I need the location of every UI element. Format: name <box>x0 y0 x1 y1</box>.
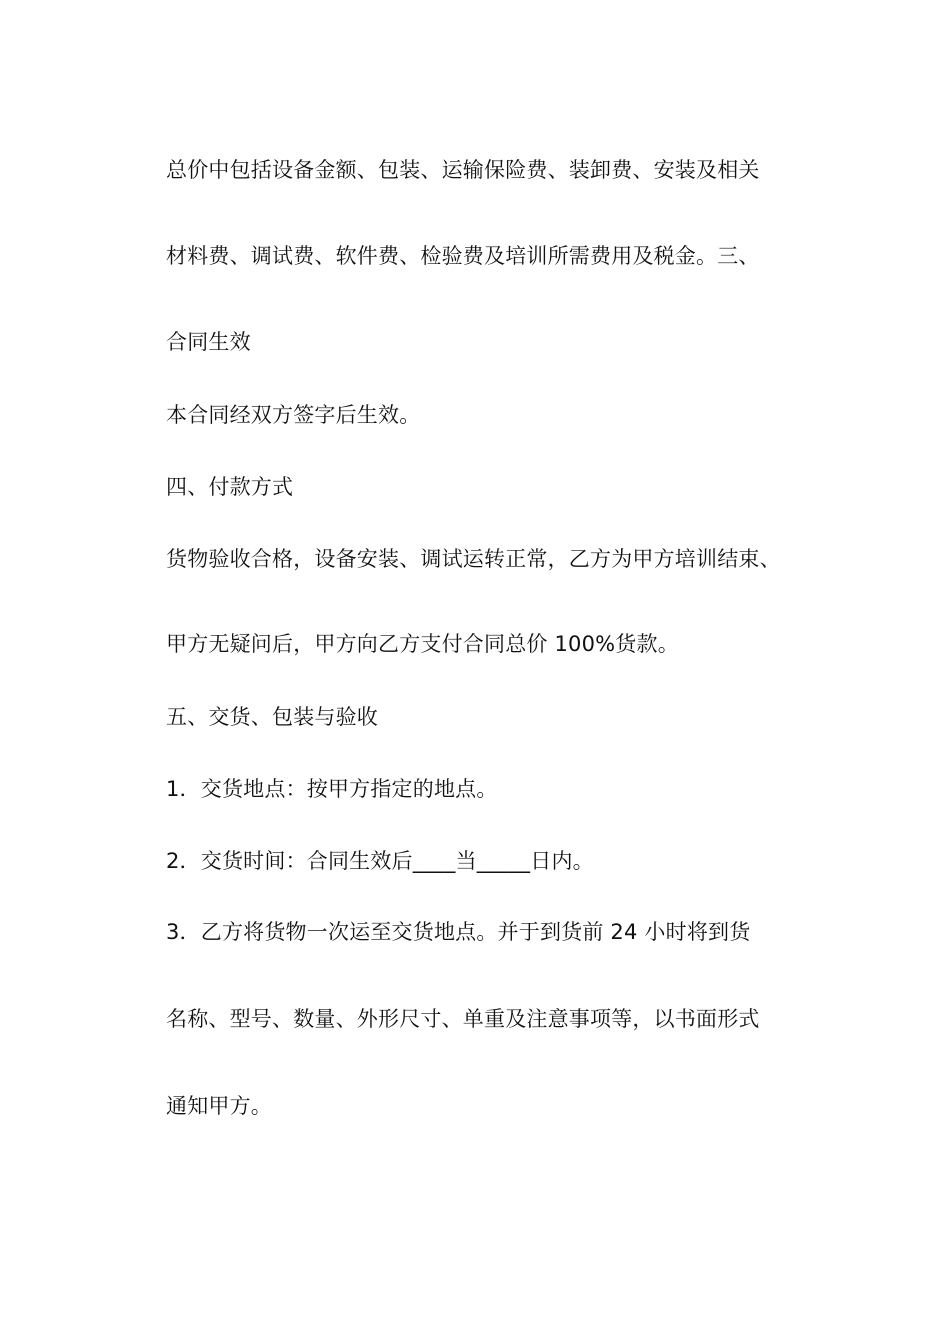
text-line: 甲方无疑问后，甲方向乙方支付合同总价 100%货款。 <box>166 632 679 656</box>
section-heading: 四、付款方式 <box>166 475 294 499</box>
section-heading: 合同生效 <box>166 330 251 354</box>
text-line: 货物验收合格，设备安装、调试运转正常，乙方为甲方培训结束、 <box>166 547 781 571</box>
text-line: 材料费、调试费、软件费、检验费及培训所需费用及税金。三、 <box>166 244 760 268</box>
section-heading: 五、交货、包装与验收 <box>166 705 378 729</box>
text-line: 本合同经双方签字后生效。 <box>166 403 421 427</box>
list-item: 2．交货时间：合同生效后____当_____日内。 <box>166 849 594 873</box>
text-line: 通知甲方。 <box>166 1094 272 1118</box>
text-line: 名称、型号、数量、外形尺寸、单重及注意事项等，以书面形式 <box>166 1007 760 1031</box>
list-item: 3．乙方将货物一次运至交货地点。并于到货前 24 小时将到货 <box>166 920 751 944</box>
text-line: 总价中包括设备金额、包装、运输保险费、装卸费、安装及相关 <box>166 158 760 182</box>
list-item: 1．交货地点：按甲方指定的地点。 <box>166 777 498 801</box>
